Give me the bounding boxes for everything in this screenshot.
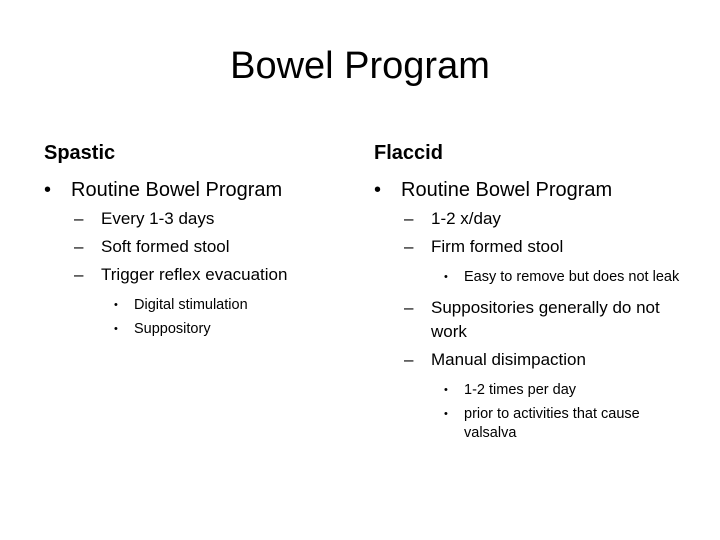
bullet-marker: • — [114, 299, 118, 311]
bullet-marker: • — [114, 323, 118, 335]
bullet-marker: • — [374, 179, 382, 201]
dash-marker: – — [74, 265, 84, 284]
spastic-routine-item: • Routine Bowel Program — [44, 179, 283, 201]
dash-marker: – — [74, 237, 84, 256]
spastic-sub-item: – Every 1-3 days — [44, 207, 344, 231]
bullet-marker: • — [44, 179, 52, 201]
flaccid-sub-item: – 1-2 x/day — [374, 207, 694, 231]
flaccid-heading: Flaccid — [374, 142, 443, 164]
flaccid-sub-item: – Manual disimpaction — [374, 348, 694, 372]
flaccid-sub-item: – Suppositories generally do not work — [404, 298, 660, 341]
spastic-sub-item: – Soft formed stool — [44, 235, 344, 259]
flaccid-disimpaction-note: • prior to activities that cause valsalva — [444, 406, 640, 441]
spastic-subsub-item: • Suppository — [114, 321, 211, 337]
flaccid-column — [374, 138, 694, 443]
spastic-heading: Spastic — [44, 142, 116, 164]
bullet-marker: • — [444, 408, 448, 420]
bullet-marker: • — [444, 271, 448, 283]
dash-marker: – — [404, 209, 414, 228]
spastic-sub-item: – Trigger reflex evacuation — [44, 263, 344, 287]
dash-marker: – — [404, 350, 414, 369]
flaccid-routine-item: • Routine Bowel Program — [374, 179, 613, 201]
bullet-marker: • — [444, 384, 448, 396]
dash-marker: – — [404, 298, 414, 317]
flaccid-stool-note: • Easy to remove but does not leak — [444, 269, 680, 285]
flaccid-disimpaction-note: • 1-2 times per day — [444, 382, 577, 398]
spastic-column — [44, 138, 344, 339]
dash-marker: – — [404, 237, 414, 256]
flaccid-sub-item: – Firm formed stool — [374, 235, 694, 259]
dash-marker: – — [74, 209, 84, 228]
spastic-subsub-item: • Digital stimulation — [114, 297, 248, 313]
slide-title: Bowel Program — [230, 45, 490, 87]
